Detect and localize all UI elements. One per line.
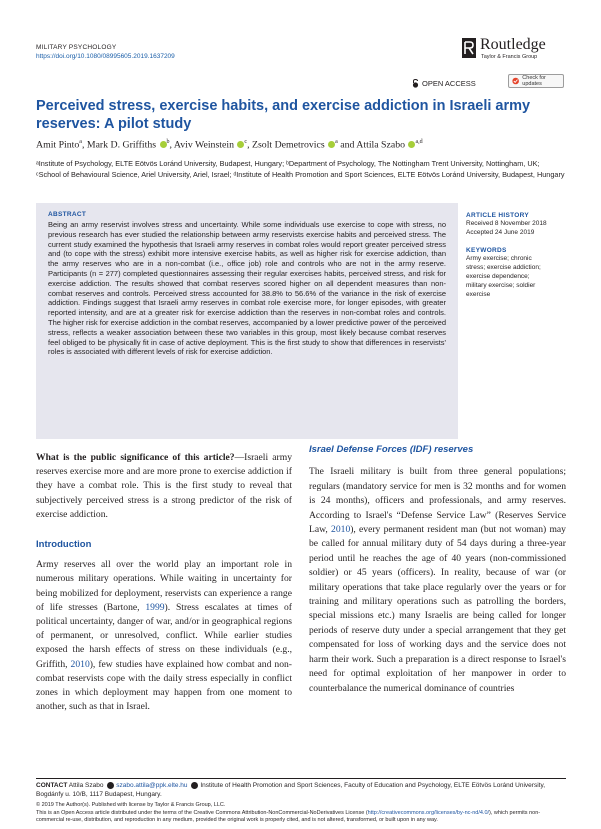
check-for-updates-label: Check for updates [522,75,546,87]
journal-name: MILITARY PSYCHOLOGY [36,44,117,51]
open-access-badge [412,78,476,88]
keyword-line: exercise [466,291,491,298]
idf-text: ), every permanent resident man (but not woman) may be called for annual military duty of 54 days during a three-year period until he reaches the age of 40 years (non-commissioned soldier) or 45 years (officers). In reality, because of war (or military operations that take place regularly over the years or for training and military operations such as patrolling the borders, special missions etc.) many Israelis are being called for longer periods of reserve duty under a special arrangement that they get compensated for loss of working days and the service does not harm their work. Such a preparation is a direct response to Israel's need for optimal exploitation of her manpower in order to counterbalance the numerical dominance of countries [309,524,566,694]
abstract-heading: ABSTRACT [48,211,87,218]
crossmark-icon [512,77,519,85]
contact-line [36,782,566,799]
public-significance-text: —Israeli army reserves exercise more and are more prone to exercise addiction if they have a combat role. This is the first study to reveal that subjectively perceived stress is a strong predictor of the risk of exercise addiction. [36,452,292,520]
email-icon [107,782,114,789]
idf-reserves-heading: Israel Defense Forces (IDF) reserves [309,444,474,455]
author-name[interactable]: Zsolt Demetrovics [252,139,325,151]
author-name[interactable]: Mark D. Griffiths [86,139,157,151]
introduction-paragraph [36,558,292,714]
orcid-icon[interactable] [160,141,167,148]
article-title: Perceived stress, exercise habits, and exercise addiction in Israeli army reserves: A pilot study [36,98,531,132]
author-affil-marker: a,d [415,139,423,145]
keyword-line: military exercise; soldier [466,282,536,289]
contact-label: CONTACT [36,782,68,790]
received-date: Received 8 November 2018 [466,220,547,227]
introduction-heading: Introduction [36,539,92,551]
contact-address: Institute of Health Promotion and Sport Sciences, Faculty of Education and Psychology, ELTE Eötvös Loránd University, Bogdánfy u. 10/B, 1117 Budapest, Hungary. [36,782,546,798]
intro-text: ). Stress escalates at times of political uncertainty, danger of war, and/or in geographical regions of permanent, or unresolved, conflict. While earlier studies exposed the harsh effects of stress on these individuals (e.g., Griffith, [36,601,292,670]
keyword-line: Army exercise; chronic [466,255,532,262]
license-text [36,810,566,825]
footer-divider [36,778,566,779]
copyright-line: © 2019 The Author(s). Published with license by Taylor & Francis Group, LLC. [36,802,226,809]
address-icon [191,782,198,789]
left-column [36,451,292,714]
author-name[interactable]: Attila Szabo [356,139,405,151]
orcid-icon[interactable] [237,141,244,148]
intro-text: Army reserves all over the world play an important role in numerous military operations. While waiting in uncertainty for being mobilized for deployment, reservists can experience a range of life stresses (Bartone, [36,559,292,613]
keywords-heading: KEYWORDS [466,247,507,254]
public-significance [36,451,292,522]
license-text-part: This is an Open Access article distributed under the terms of the Creative Commons Attribution-NonCommercial-NoDerivatives License ( [36,809,368,816]
publisher-name: Routledge [480,36,546,53]
keyword-line: exercise dependence; [466,273,530,280]
right-column [309,443,566,696]
affiliations [36,158,566,180]
contact-name: Attila Szabo [68,782,104,790]
author-name[interactable]: Aviv Weinstein [173,139,234,151]
author-affil-marker: c [244,139,248,145]
article-history-heading: ARTICLE HISTORY [466,212,530,219]
idf-text: The Israeli military is built from three general populations; regulars (mandatory service for men is 32 months and for women is 24 months), officers and professionals, and army reserves. According to Israel's “Defense Service Law” (Reserves Service Law, [309,466,566,536]
abstract-text: Being an army reservist involves stress and uncertainty. While some individuals use exercise to cope with stress, no previous research has ever studied the relationship between army reservists exercise habits and perceived stress. The current study examined the hypothesis that Israeli army reserves in combat roles would report greater perceived stress and (to cope with the stress) exhibit more intensive exercise habits, as well as higher risk for exercise addiction, than the army reserves who are in a non-combat (i.e., office job) role and controls who are not in the army reserve. Participants (n = 277) completed questionnaires assessing their regular exercises habits, perceived stress, and risk for exercise addiction. The results showed that combat reserves scored higher on all dependent measures than non-combat reserves and controls. Perceived stress accounted for 38.8% to 56.6% of the variance in the risk of exercise addiction. Findings suggest that Israeli army reserves in combat role exercise more, for longer episodes, with greater reported intensity, and are at a greater risk for exercise addiction than the reserves in non-combat roles and controls. The higher risk for exercise addiction in the combat reserves, accompanied by a lower predictive power of the perceived stress, reflects a weaker association between these two variables in this group, most likely because combat reserves feel obliged to be physically fit in case of active deployment. This is the first study to show that differences in reservists' roles is associated with different levels of risk for exercise addiction. [48,220,446,357]
keyword-line: stress; exercise addiction; [466,264,541,271]
contact-email-link[interactable]: szabo.attila@ppk.elte.hu [116,782,188,790]
publisher-logo[interactable] [462,36,572,66]
citation-link[interactable]: 2010 [331,524,351,536]
citation-link[interactable]: 1999 [145,601,165,613]
author-list: Amit Pinto$^a$, Mark D. Griffiths $^b$, Aviv Weinstein $^c$, Zsolt Demetrovics $^a$ and Attila Szabo $^{a,d}$ [36,139,423,151]
author-name[interactable]: Amit Pinto [36,139,80,151]
check-for-updates-button[interactable] [508,74,564,88]
publisher-subtitle: Taylor & Francis Group [481,54,538,60]
orcid-icon[interactable] [408,141,415,148]
license-text-part: ), which permits non-commercial re-use, distribution, and reproduction in any medium, provided the original work is properly cited, and is not altered, transformed, or built upon in any way. [36,809,541,824]
public-significance-question: What is the public significance of this article? [36,452,235,463]
affiliations-text: ᵃInstitute of Psychology, ELTE Eötvös Loránd University, Budapest, Hungary; ᵇDepartment of Psychology, The Nottingham Trent University, Nottingham, UK; ᶜSchool of Behavioural Science, Ariel University, Ariel, Israel; ᵈInstitute of Health Promotion and Sport Sciences, ELTE Eötvös Loránd University, Budapest, Hungary [36,159,565,179]
idf-paragraph [309,465,566,696]
accepted-date: Accepted 24 June 2019 [466,229,535,236]
orcid-icon[interactable] [328,141,335,148]
abstract-box [36,203,458,439]
author-affil-marker: b [166,139,170,145]
routledge-mark-icon [462,38,476,58]
article-sidebar [466,212,566,299]
doi-link[interactable]: https://doi.org/10.1080/08995605.2019.1637209 [36,53,175,60]
citation-link[interactable]: 2010 [70,658,90,670]
author-affil-marker: a [335,139,338,145]
open-lock-icon [412,79,419,88]
footer [36,782,566,825]
open-access-label: OPEN ACCESS [422,78,476,88]
author-affil-marker: a [79,139,82,145]
intro-text: ), few studies have explained how combat and non-combat reservists cope with the daily stress especially in conflict zones in which deployment may happen from one moment to another, such as that in Israel. [36,658,292,713]
license-link[interactable]: http://creativecommons.org/licenses/by-nc-nd/4.0/ [367,809,490,816]
